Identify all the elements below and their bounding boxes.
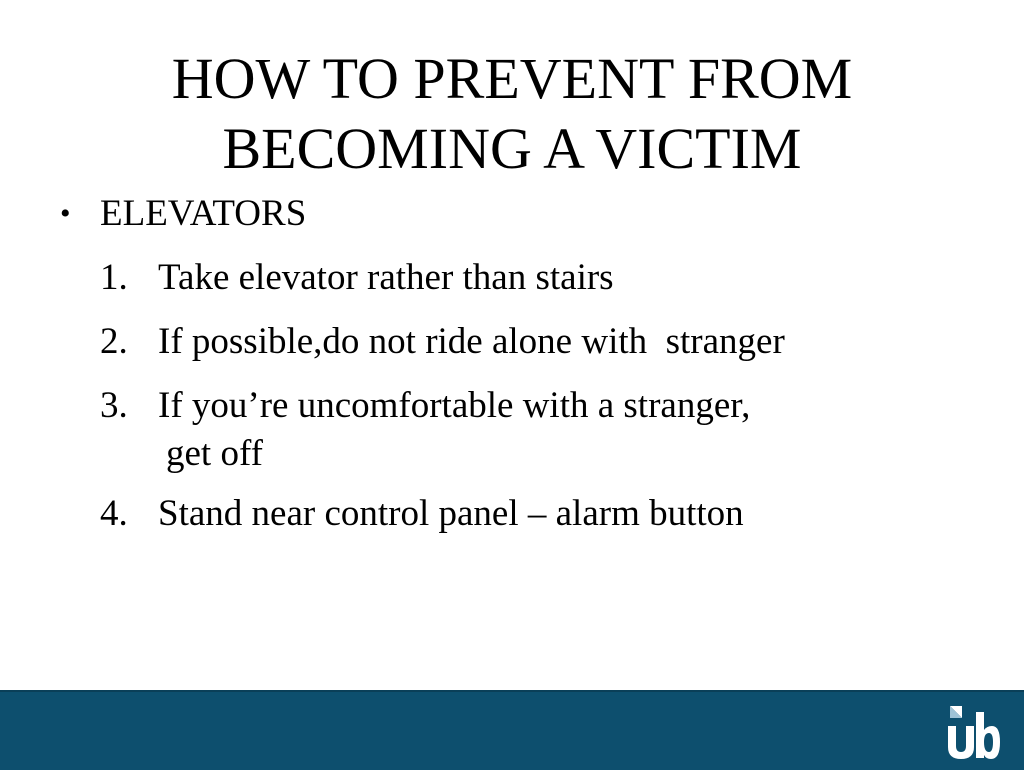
slide-title [0,44,1024,184]
list-item-text: Take elevator rather than stairs [158,257,614,298]
list-item-number: 4. [100,493,128,534]
bullet-elevators [60,188,1000,240]
list-item-text: If you’re uncomfortable with a stranger, [158,385,751,426]
list-item-3 [60,380,1000,476]
list-item-number: 2. [100,321,128,362]
bullet-heading: ELEVATORS [100,193,307,234]
list-item-text: If possible,do not ride alone with stranger [158,321,785,362]
title-line-2: BECOMING A VICTIM [222,116,802,181]
list-item-4 [60,488,1000,540]
list-item-2 [60,316,1000,368]
ub-logo-icon [944,704,1002,760]
bullet-icon: • [60,197,71,230]
list-item-number: 1. [100,257,128,298]
list-item-1 [60,252,1000,304]
list-item-text: Stand near control panel – alarm button [158,493,744,534]
slide-body [60,188,1000,540]
title-line-1: HOW TO PREVENT FROM [171,46,853,111]
footer-bar [0,690,1024,770]
list-item-number: 3. [100,385,128,426]
list-item-continuation: get off [166,433,263,474]
